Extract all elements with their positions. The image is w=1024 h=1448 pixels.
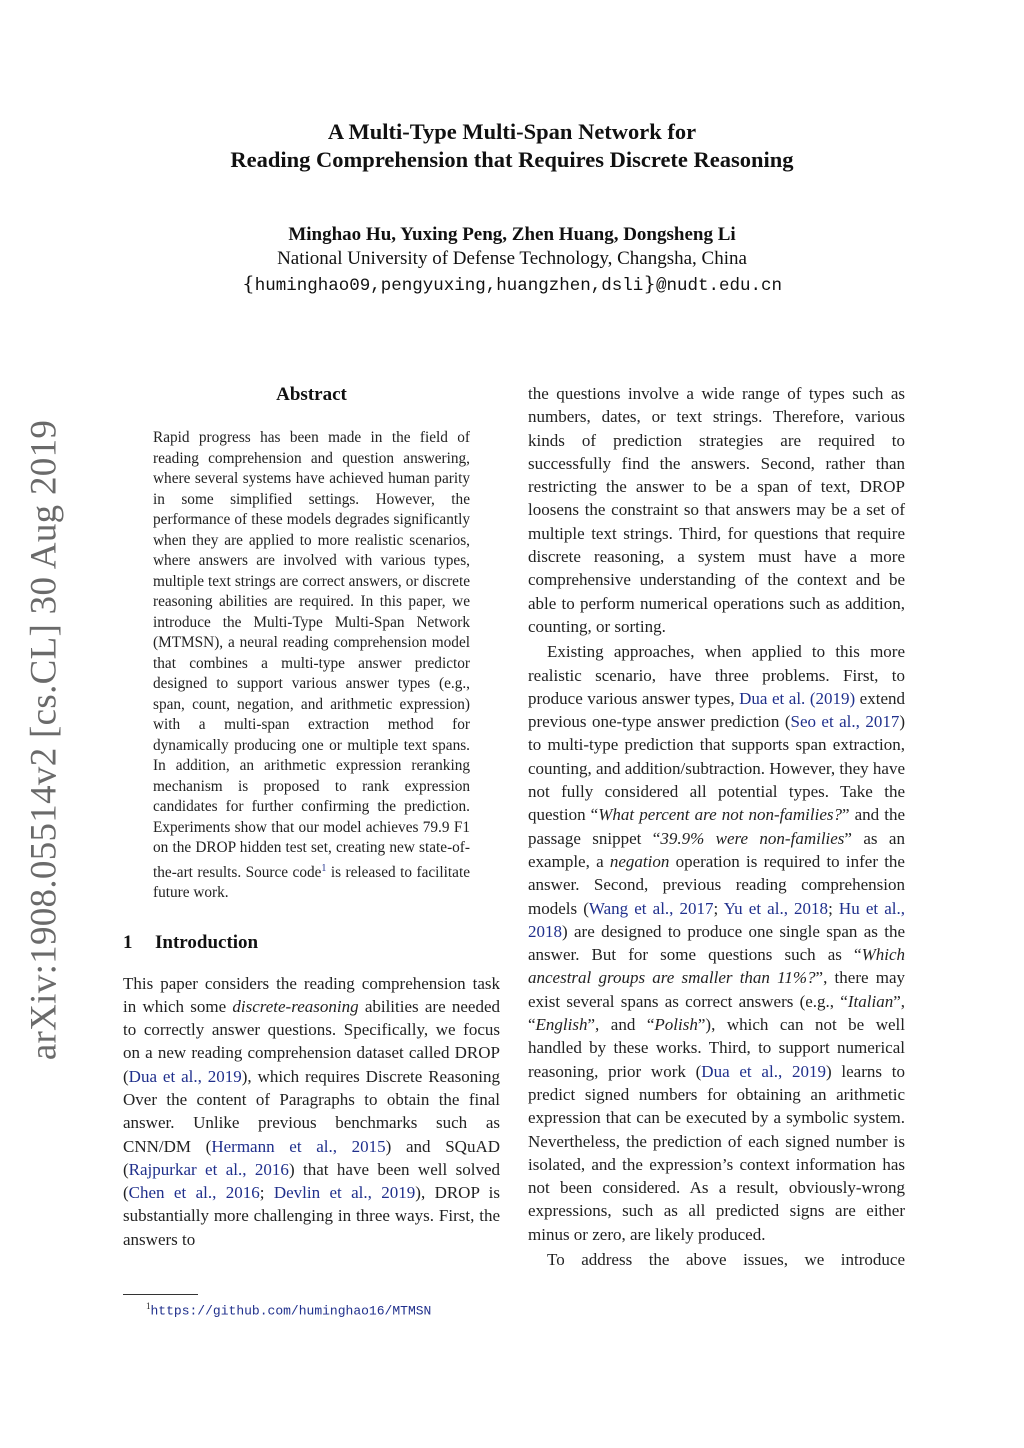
email-domain: @nudt.edu.cn bbox=[656, 276, 783, 296]
footnote-rule bbox=[123, 1294, 198, 1295]
intro-paragraph-3: To address the above issues, we introduce bbox=[547, 1249, 905, 1269]
citation-link[interactable]: Devlin et al., 2019 bbox=[273, 1183, 416, 1203]
citation-link[interactable]: Chen et al., 2016 bbox=[128, 1183, 260, 1203]
section-heading-introduction bbox=[123, 930, 500, 956]
footnote-number: 1 bbox=[146, 1301, 151, 1311]
author-names: Minghao Hu, Yuxing Peng, Zhen Huang, Dongsheng Li bbox=[288, 224, 736, 245]
footnote bbox=[123, 1294, 500, 1320]
citation-link[interactable]: Dua et al., 2019 bbox=[701, 1061, 826, 1081]
left-column bbox=[123, 382, 500, 1251]
intro-paragraph-2: Existing approaches, when applied to this more realistic scenario, have three problems. First, to produce various answer types, Dua et al. (2019) extend previous one-type answer prediction (Seo et al., 2017) to multi-type prediction that supports span extraction, counting, and addition/subtraction. However, they have not fully considered all potential types. Take the question “What percent are not non-families?” and the passage snippet “39.9% were non-families” as an example, a negation operation is required to infer the answer. Second, previous reading comprehension models (Wang et al., 2017; Yu et al., 2018; Hu et al., 2018) are designed to produce one single span as the answer. But for some questions such as “Which ancestral groups are smaller than 11%?”, there may exist several spans as correct answers (e.g., “Italian”, “English”, and “Polish”), which can not be well handled by these works. Third, to support numerical reasoning, prior work (Dua et al., 2019) learns to predict signed numbers for obtaining an arithmetic expression that can be executed by a symbolic system. Nevertheless, the prediction of each signed number is isolated, and the expression’s context information has not been considered. As a result, obviously-wrong expressions, such as all predicted signs are either minus or zero, are likely produced. bbox=[528, 642, 906, 1244]
email-brace-open: { bbox=[241, 271, 255, 295]
citation-link[interactable]: Wang et al., 2017 bbox=[588, 898, 714, 918]
citation-link[interactable]: Yu et al., 2018 bbox=[723, 898, 829, 918]
title-line-1: A Multi-Type Multi-Span Network for bbox=[327, 119, 697, 144]
affiliation: National University of Defense Technology, Changsha, China bbox=[277, 248, 747, 269]
footnote-url[interactable]: https://github.com/huminghao16/MTMSN bbox=[150, 1303, 432, 1319]
section-number: 1 bbox=[123, 931, 133, 953]
citation-link[interactable]: Hermann et al., 2015 bbox=[211, 1136, 386, 1156]
email-brace-close: } bbox=[643, 271, 656, 295]
arxiv-stamp: arXiv:1908.05514v2 [cs.CL] 30 Aug 2019 bbox=[23, 419, 65, 1061]
citation-link[interactable]: Dua et al., 2019 bbox=[128, 1066, 242, 1086]
title-line-2: Reading Comprehension that Requires Discrete Reasoning bbox=[230, 147, 794, 172]
abstract-text: Rapid progress has been made in the field of reading comprehension and question answering, where several systems have achieved human parity in some simplified settings. However, the performance of these models degrades significantly when they are applied to more realistic scenarios, where answers are involved with various types, multiple text strings are correct answers, or discrete reasoning abilities are required. In this paper, we introduce the Multi-Type Multi-Span Network (MTMSN), a neural reading comprehension model that combines a multi-type answer predictor designed to support various answer types (e.g., span, count, negation, and arithmetic expression) with a multi-span extraction method for dynamically producing one or multiple text spans. In addition, an arithmetic expression reranking mechanism is proposed to rank expression candidates for further confirming the prediction. Experiments show that our model achieves 79.9 F1 on the DROP hidden test set, creating new state-of-the-art results. Source code$^1$ is released to facilitate future work. bbox=[153, 429, 470, 901]
intro-paragraph-1: This paper considers the reading comprehension task in which some discrete-reasoning abilities are needed to correctly answer questions. Specifically, we focus on a new reading comprehension dataset called DROP (Dua et al., 2019), which requires Discrete Reasoning Over the content of Paragraphs to obtain the final answer. Unlike previous benchmarks such as CNN/DM (Hermann et al., 2015) and SQuAD (Rajpurkar et al., 2016) that have been well solved (Chen et al., 2016; Devlin et al., 2019), DROP is substantially more challenging in three ways. First, the answers to bbox=[123, 973, 501, 1249]
footnote-mark[interactable]: 1 bbox=[321, 862, 327, 874]
author-emails bbox=[0, 271, 1024, 298]
citation-link[interactable]: Rajpurkar et al., 2016 bbox=[128, 1159, 289, 1179]
citation-link[interactable]: Hu et al., 2018 bbox=[528, 898, 905, 941]
citation-link[interactable]: Seo et al., 2017 bbox=[790, 712, 900, 732]
section-title: Introduction bbox=[155, 931, 259, 953]
intro-paragraph-1-continued: the questions involve a wide range of types such as numbers, dates, or text strings. Therefore, various kinds of prediction strategies are required to successfully find the answers. Second, rather than restricting the answer to be a span of text, DROP loosens the constraint so that answers may be a set of multiple text strings. Third, for questions that require discrete reasoning, a system must have a more comprehensive understanding of the context and be able to perform numerical operations such as addition, counting, or sorting. bbox=[528, 384, 905, 636]
author-block bbox=[0, 223, 1024, 298]
abstract-heading: Abstract bbox=[276, 384, 347, 405]
right-column bbox=[528, 382, 905, 1271]
citation-link[interactable]: Dua et al. (2019) bbox=[739, 688, 856, 708]
email-names: huminghao09,pengyuxing,huangzhen,dsli bbox=[254, 276, 644, 296]
paper-title bbox=[0, 118, 1024, 174]
